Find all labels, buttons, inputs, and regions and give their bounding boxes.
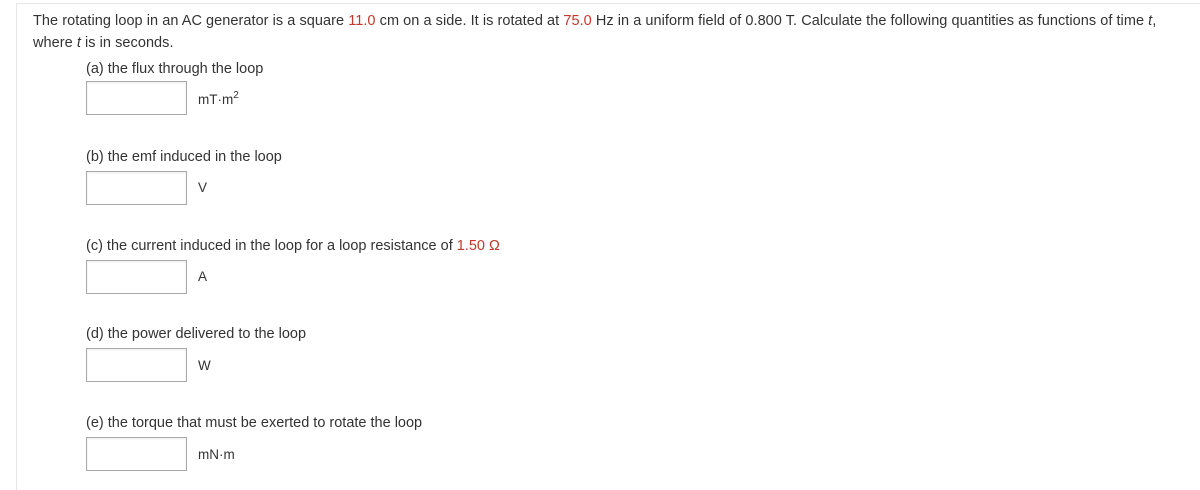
part-e-label: (e) the torque that must be exerted to rotate the loop [86, 415, 423, 431]
part-e-unit: mN·m [198, 447, 235, 462]
question-text-part: , where [33, 13, 1157, 51]
question-text-part: The rotating loop in an AC generator is a square [33, 13, 349, 29]
part-b-unit: V [198, 180, 208, 195]
part-d-label: (d) the power delivered to the loop [86, 326, 307, 342]
part-b-label: (b) the emf induced in the loop [86, 149, 282, 165]
part-d-answer-input[interactable] [86, 348, 187, 382]
unit-exponent: 2 [233, 90, 239, 101]
question-text [33, 10, 1183, 54]
part-e-answer-input[interactable] [86, 437, 187, 471]
part-c-unit: A [198, 269, 208, 284]
question-text-part: Hz in a uniform field of 0.800 T. Calculate the following quantities as functions of time [591, 13, 1149, 29]
part-d-unit: W [198, 358, 211, 373]
time-variable: t [76, 35, 81, 51]
question-text-part: cm on a side. It is rotated at [375, 13, 564, 29]
resistance-value: 1.50 [456, 238, 485, 254]
time-variable: t [1148, 13, 1153, 29]
part-c-label [86, 236, 500, 256]
part-a-answer-input[interactable] [86, 81, 187, 115]
part-b-answer-input[interactable] [86, 171, 187, 205]
unit-base: mT·m [198, 92, 234, 107]
part-c-answer-input[interactable] [86, 260, 187, 294]
part-c-label-text: (c) the current induced in the loop for a loop resistance of [86, 238, 457, 254]
frequency-value: 75.0 [563, 13, 592, 29]
ohm-symbol: Ω [489, 238, 500, 254]
part-a-label: (a) the flux through the loop [86, 61, 264, 77]
part-a-unit [198, 90, 239, 110]
question-text-part: is in seconds. [80, 35, 174, 51]
side-length-value: 11.0 [348, 13, 376, 29]
